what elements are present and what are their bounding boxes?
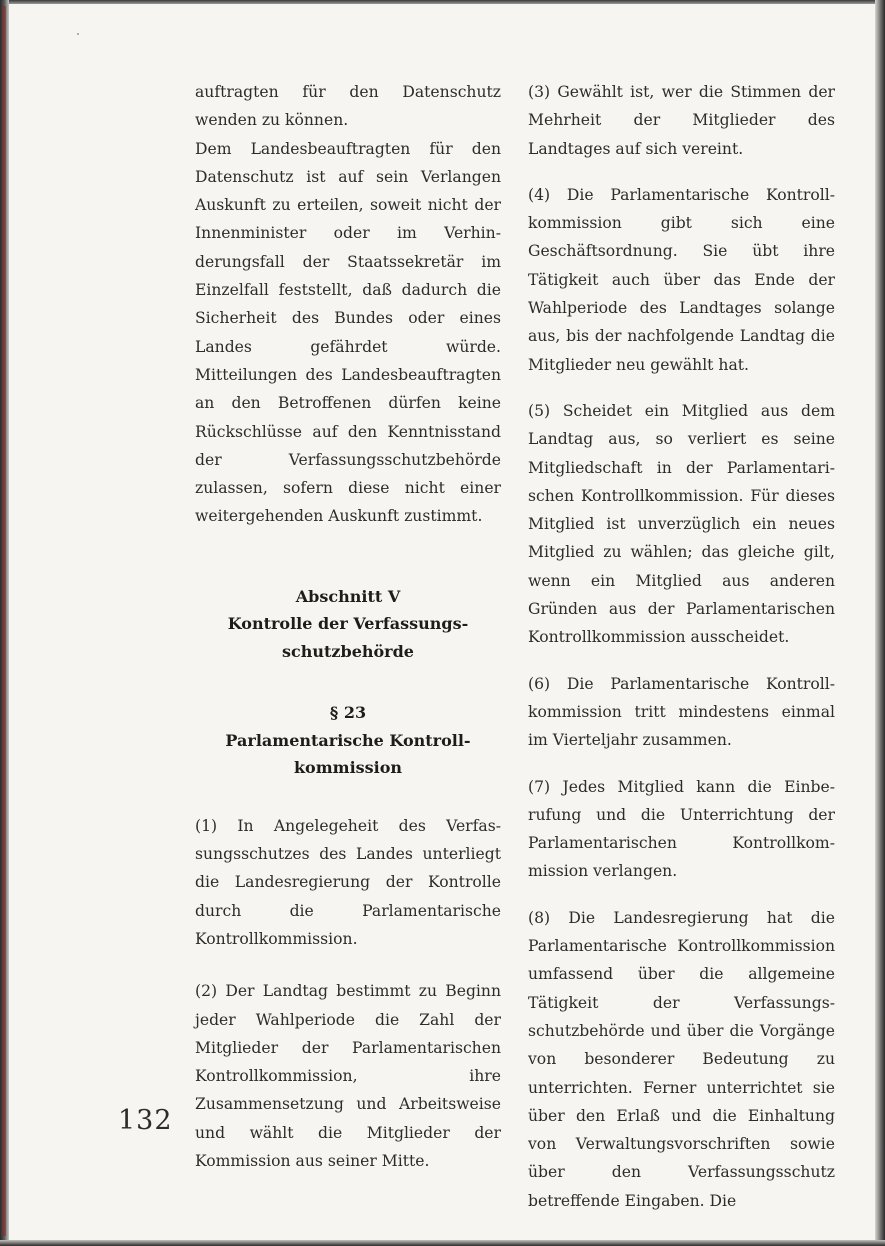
paragraph-data-protection-info: Dem Landesbeauftragten für den Datenschutz ist auf sein Verlangen Auskunft zu erteilen, soweit nicht der Innenminister oder im Verhinderungsfall der Staatssekretär im Einzelfall feststellt, daß dadurch die Sicherheit des Bundes oder eines Landes gefährdet würde. Mitteilungen des Landesbeauftragten an den Betroffenen dürfen keine Rückschlüsse auf den Kenntnisstand der Verfassungsschutzbehörde zulassen, sofern diese nicht einer weitergehenden Auskunft zustimmt. [195,139,501,526]
paragraph-title-line1: Parlamentarische Kontroll- [225,730,471,750]
binding-strip [2,6,6,1236]
clause-8: (8) Die Landesregierung hat die Parlamentarische Kontrollkommission umfassend über die allgemeine Tätigkeit der Verfassungsschutzbehörde und über die Vorgänge von besonderer Bedeutung zu unterrichten. Ferner unterrichtet sie über den Erlaß und die Einhaltung von Verwaltungsvorschriften sowie über den Verfassungsschutz betreffende Eingaben. Die [528,908,835,1210]
clause-2: (2) Der Landtag bestimmt zu Beginn jeder Wahlperiode die Zahl der Mitglieder der Parlamentarischen Kontrollkommission, ihre Zusammensetzung und Arbeitsweise und wählt die Mitglieder der Kommission aus seiner Mitte. [195,982,501,1171]
page-edge-right [875,0,885,1246]
section-number: Abschnitt V [295,586,401,606]
section-title-line2: schutzbehörde [282,641,414,661]
page-edge-bottom [0,1240,885,1246]
scan-speck [77,33,79,35]
paragraph-number: § 23 [329,703,367,723]
clause-1: (1) In Angelegeheit des Verfassungsschutzes des Landes unterliegt die Landesregierung der Kontrolle durch die Parlamentarische Kontrollkommission. [195,816,501,948]
paragraph-continuation: auftragten für den Datenschutz wenden zu können. [195,83,501,130]
clause-4: (4) Die Parlamentarische Kontrollkommission gibt sich eine Geschäftsordnung. Sie übt ihre Tätigkeit auch über das Ende der Wahlperiode des Landtages solange aus, bis der nachfolgende Landtag die Mitglieder neu gewählt hat. [528,185,835,374]
section-heading [195,583,501,666]
clause-6: (6) Die Parlamentarische Kontrollkommission tritt mindestens einmal im Vierteljahr zusammen. [528,674,835,750]
right-column [528,78,835,1215]
page-number: 132 [118,1105,173,1136]
paragraph-heading [195,699,501,782]
clause-3: (3) Gewählt ist, wer die Stimmen der Mehrheit der Mitglieder des Landtages auf sich vereint. [528,83,835,158]
section-title-line1: Kontrolle der Verfassungs- [227,614,469,634]
clause-7: (7) Jedes Mitglied kann die Einberufung und die Unterrichtung der Parlamentarischen Kontrollkommission verlangen. [528,777,835,881]
clause-5: (5) Scheidet ein Mitglied aus dem Landtag aus, so verliert es seine Mitgliedschaft in der Parlamentarischen Kontrollkommission. Für dieses Mitglied ist unverzüglich ein neues Mitglied zu wählen; das gleiche gilt, wenn ein Mitglied aus anderen Gründen aus der Parlamentarischen Kontrollkommission ausscheidet. [528,401,835,647]
left-column [195,78,501,1175]
paragraph-title-line2: kommission [293,758,403,778]
page-edge-top [0,0,885,4]
